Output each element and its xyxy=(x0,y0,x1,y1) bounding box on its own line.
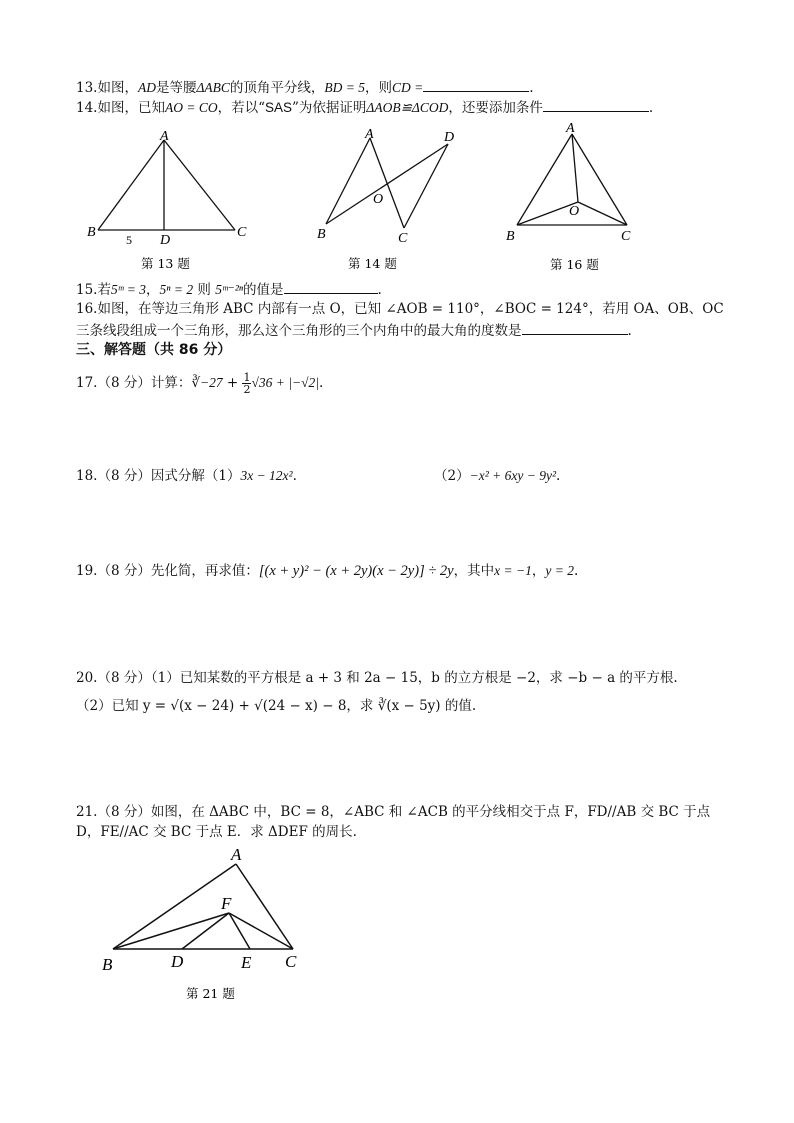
question-21-line-1: 21.（8 分）如图，在 ΔABC 中，BC = 8，∠ABC 和 ∠ACB 的平分线相交于点 F，FD//AB 交 BC 于点 xyxy=(76,804,711,820)
segment-ac xyxy=(370,138,404,228)
label-a: A xyxy=(160,129,169,144)
question-14: 14.如图，已知AO = CO，若以“SAS”为依据证明ΔAOB≌ΔCOD，还要添加条件 . xyxy=(76,97,653,117)
label-d: D xyxy=(444,130,455,145)
segment-cf xyxy=(229,913,293,949)
label-b: B xyxy=(317,227,326,242)
segment-bd xyxy=(326,144,448,224)
label-o: O xyxy=(569,204,580,219)
segment-ac xyxy=(236,864,293,949)
label-o: O xyxy=(373,192,384,207)
segment-cd xyxy=(404,144,448,228)
question-17: 17.（8 分）计算：∛−27 + $\frac{1}{2}$ √36 + |−√2|. xyxy=(76,371,324,396)
label-b: B xyxy=(506,229,515,244)
label-b: B xyxy=(102,955,113,974)
question-16-line-2: 三条线段组成一个三角形，那么这个三角形的三个内角中的最大角的度数是 . xyxy=(76,320,632,340)
question-21-line-2: D，FE//AC 交 BC 于点 E．求 ΔDEF 的周长. xyxy=(76,824,357,840)
label-c: C xyxy=(398,231,408,246)
segment-bf xyxy=(113,913,229,949)
label-d: D xyxy=(171,952,184,971)
question-20-part-2: （2）已知 y = √(x − 24) + √(24 − x) − 8，求 ∛(x − 5y) 的值. xyxy=(76,698,477,714)
segment-ab xyxy=(326,138,370,224)
answer-blank-16[interactable] xyxy=(522,320,628,335)
section-heading: 三、解答题（共 86 分） xyxy=(76,342,232,358)
question-18-part-1: 18.（8 分）因式分解（1）3x − 12x². xyxy=(76,468,297,484)
segment-df xyxy=(182,913,229,949)
label-c: C xyxy=(285,952,297,971)
figure-21 xyxy=(96,840,316,1010)
label-e: E xyxy=(241,953,252,972)
segment-ab xyxy=(98,140,164,230)
caption-14: 第 14 题 xyxy=(348,256,397,271)
label-c: C xyxy=(237,225,247,240)
figure-14 xyxy=(312,124,472,274)
label-a: A xyxy=(365,127,374,142)
figure-13 xyxy=(84,128,254,276)
caption-21: 第 21 题 xyxy=(186,986,235,1001)
label-f: F xyxy=(221,894,232,913)
segment-ac xyxy=(164,140,235,230)
label-c: C xyxy=(621,229,631,244)
answer-blank-15[interactable] xyxy=(284,279,378,294)
label-a: A xyxy=(231,845,242,864)
question-16-line-1: 16.如图，在等边三角形 ABC 内部有一点 O，已知 ∠AOB = 110°，∠BOC = 124°，若用 OA、OB、OC xyxy=(76,301,724,317)
label-bd-length: 5 xyxy=(126,233,132,247)
question-20-part-1: 20.（8 分）（1）已知某数的平方根是 a + 3 和 2a − 15，b 的立方根是 −2，求 −b − a 的平方根. xyxy=(76,670,678,686)
question-19: 19.（8 分）先化简，再求值：[(x + y)² − (x + 2y)(x − 2y)] ÷ 2y，其中x = −1，y = 2. xyxy=(76,563,579,579)
caption-16: 第 16 题 xyxy=(550,257,599,272)
answer-blank-13[interactable] xyxy=(423,77,529,92)
figure-16 xyxy=(500,118,650,276)
label-b: B xyxy=(87,225,96,240)
segment-ac xyxy=(572,134,627,225)
question-13: 13.如图，AD是等腰ΔABC的顶角平分线，BD = 5，则CD = . xyxy=(76,77,534,97)
label-a: A xyxy=(566,121,575,136)
segment-ab xyxy=(517,134,572,225)
question-15: 15.若5ᵐ = 3，5ⁿ = 2 则 5ᵐ⁻²ⁿ的值是 . xyxy=(76,279,382,299)
segment-ao xyxy=(572,134,578,202)
label-d: D xyxy=(160,233,171,248)
fraction-half: $\frac{1}{2}$ xyxy=(243,371,251,396)
question-18-part-2: （2）−x² + 6xy − 9y². xyxy=(434,468,561,484)
caption-13: 第 13 题 xyxy=(141,256,190,271)
answer-blank-14[interactable] xyxy=(543,97,649,112)
segment-ab xyxy=(113,864,236,949)
